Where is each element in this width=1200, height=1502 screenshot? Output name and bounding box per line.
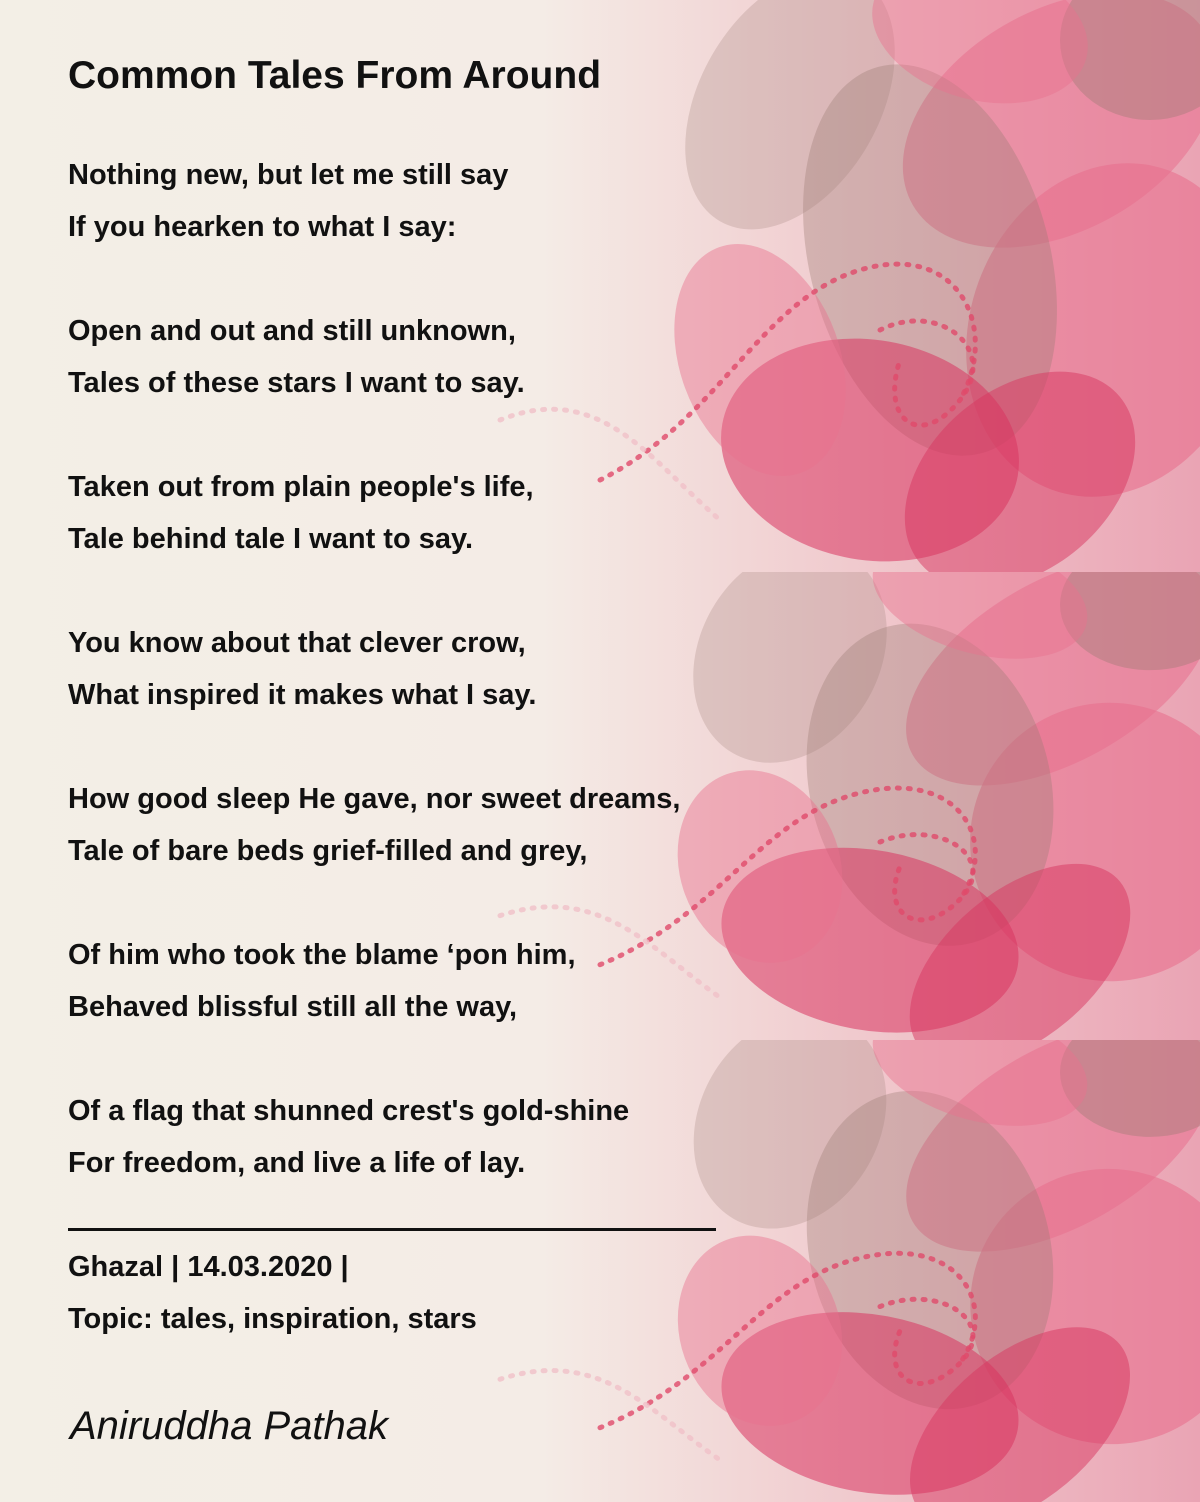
- poem-line: How good sleep He gave, nor sweet dreams,: [68, 783, 681, 815]
- poem-line: Tale behind tale I want to say.: [68, 523, 474, 555]
- poem-line: For freedom, and live a life of lay.: [68, 1147, 526, 1179]
- poem-line: Of him who took the blame ‘pon him,: [68, 939, 576, 971]
- poem-line: If you hearken to what I say:: [68, 211, 457, 243]
- poem-line: Taken out from plain people's life,: [68, 471, 534, 503]
- poem-line: Tale of bare beds grief-filled and grey,: [68, 835, 588, 867]
- poem-line: Open and out and still unknown,: [68, 315, 516, 347]
- poem-line: Tales of these stars I want to say.: [68, 367, 525, 399]
- poem-line: You know about that clever crow,: [68, 627, 526, 659]
- poem-line: Behaved blissful still all the way,: [68, 991, 518, 1023]
- poem-title: Common Tales From Around: [68, 54, 602, 97]
- poem-line: What inspired it makes what I say.: [68, 679, 537, 711]
- divider-rule: [68, 1228, 716, 1231]
- poem-form-date: Ghazal | 14.03.2020 |: [68, 1251, 349, 1283]
- author-name: Aniruddha Pathak: [70, 1404, 389, 1448]
- poem-line: Nothing new, but let me still say: [68, 159, 509, 191]
- poem-topics: Topic: tales, inspiration, stars: [68, 1303, 477, 1335]
- poem-line: Of a flag that shunned crest's gold-shine: [68, 1095, 630, 1127]
